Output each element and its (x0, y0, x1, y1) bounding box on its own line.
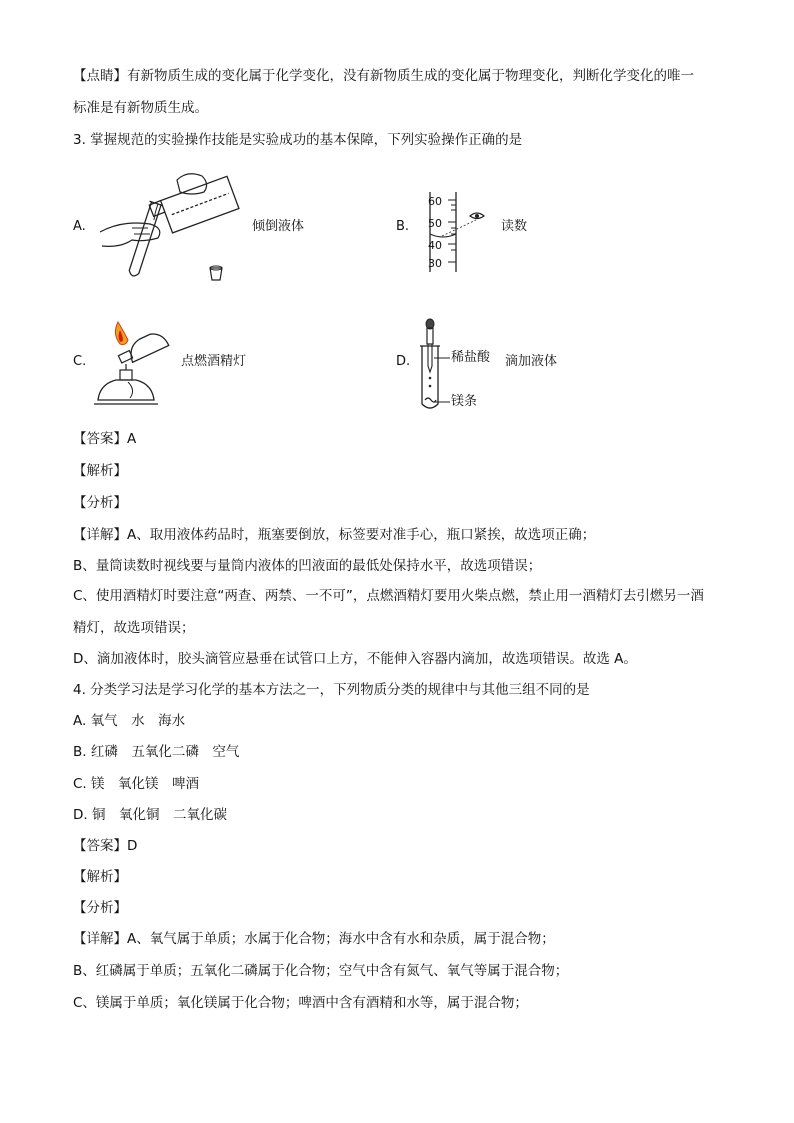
q4-option-c: C. 镁 氧化镁 啤酒 (73, 776, 200, 792)
detail-3d: D、滴加液体时，胶头滴管应悬垂在试管口上方，不能伸入容器内滴加，故选项错误。故选 A。 (73, 651, 637, 667)
tick-30: 30 (428, 257, 442, 270)
detail-3b: B、量筒读数时视线要与量筒内液体的凹液面的最低处保持水平，故选项错误； (73, 558, 542, 574)
analysis-sub-4: 【分析】 (73, 900, 127, 916)
lighting-lamp-figure (90, 320, 175, 415)
answer-3: 【答案】A (73, 431, 137, 447)
option-b-letter: B. (396, 219, 410, 234)
tick-50: 50 (428, 217, 442, 230)
note-line-1: 【点睛】有新物质生成的变化属于化学变化，没有新物质生成的变化属于物理变化，判断化学变化的唯一 (73, 68, 694, 84)
detail-4c: C、镁属于单质；氧化镁属于化合物；啤酒中含有酒精和水等，属于混合物； (73, 995, 528, 1011)
option-d-caption: 滴加液体 (505, 354, 558, 369)
tick-60: 60 (428, 195, 442, 208)
tick-40: 40 (428, 239, 442, 252)
option-c-letter: C. (73, 354, 87, 369)
option-d-letter: D. (396, 354, 411, 369)
detail-3a: 【详解】A、取用液体药品时，瓶塞要倒放，标签要对准手心，瓶口紧挨，故选项正确； (73, 527, 596, 543)
q4-option-b: B. 红磷 五氧化二磷 空气 (73, 744, 240, 760)
dropping-liquid-figure (414, 316, 454, 414)
option-b-caption: 读数 (501, 219, 528, 234)
option-c-caption: 点燃酒精灯 (181, 354, 247, 369)
question-4: 4. 分类学习法是学习化学的基本方法之一，下列物质分类的规律中与其他三组不同的是 (73, 682, 590, 698)
detail-4a: 【详解】A、氧气属于单质；水属于化合物；海水中含有水和杂质，属于混合物； (73, 931, 555, 947)
detail-3c-cont: 精灯，故选项错误； (73, 620, 195, 636)
detail-4b: B、红磷属于单质；五氧化二磷属于化合物；空气中含有氮气、氧气等属于混合物； (73, 963, 569, 979)
ribbon-label: 镁条 (451, 394, 478, 409)
acid-label: 稀盐酸 (451, 350, 491, 365)
pour-liquid-figure (92, 162, 242, 287)
option-a-caption: 倾倒液体 (252, 219, 305, 234)
q4-option-d: D. 铜 氧化铜 二氧化碳 (73, 807, 227, 823)
detail-3c: C、使用酒精灯时要注意“两查、两禁、一不可”，点燃酒精灯要用火柴点燃，禁止用一酒精灯去引燃另一酒 (73, 588, 704, 604)
question-3: 3. 掌握规范的实验操作技能是实验成功的基本保障，下列实验操作正确的是 (73, 132, 523, 148)
q4-option-a: A. 氧气 水 海水 (73, 713, 186, 729)
option-a-letter: A. (73, 219, 86, 234)
note-line-2: 标准是有新物质生成。 (73, 100, 208, 116)
analysis-sub-3: 【分析】 (73, 495, 127, 511)
analysis-heading-4: 【解析】 (73, 869, 127, 885)
answer-4: 【答案】D (73, 838, 138, 854)
analysis-heading-3: 【解析】 (73, 463, 127, 479)
